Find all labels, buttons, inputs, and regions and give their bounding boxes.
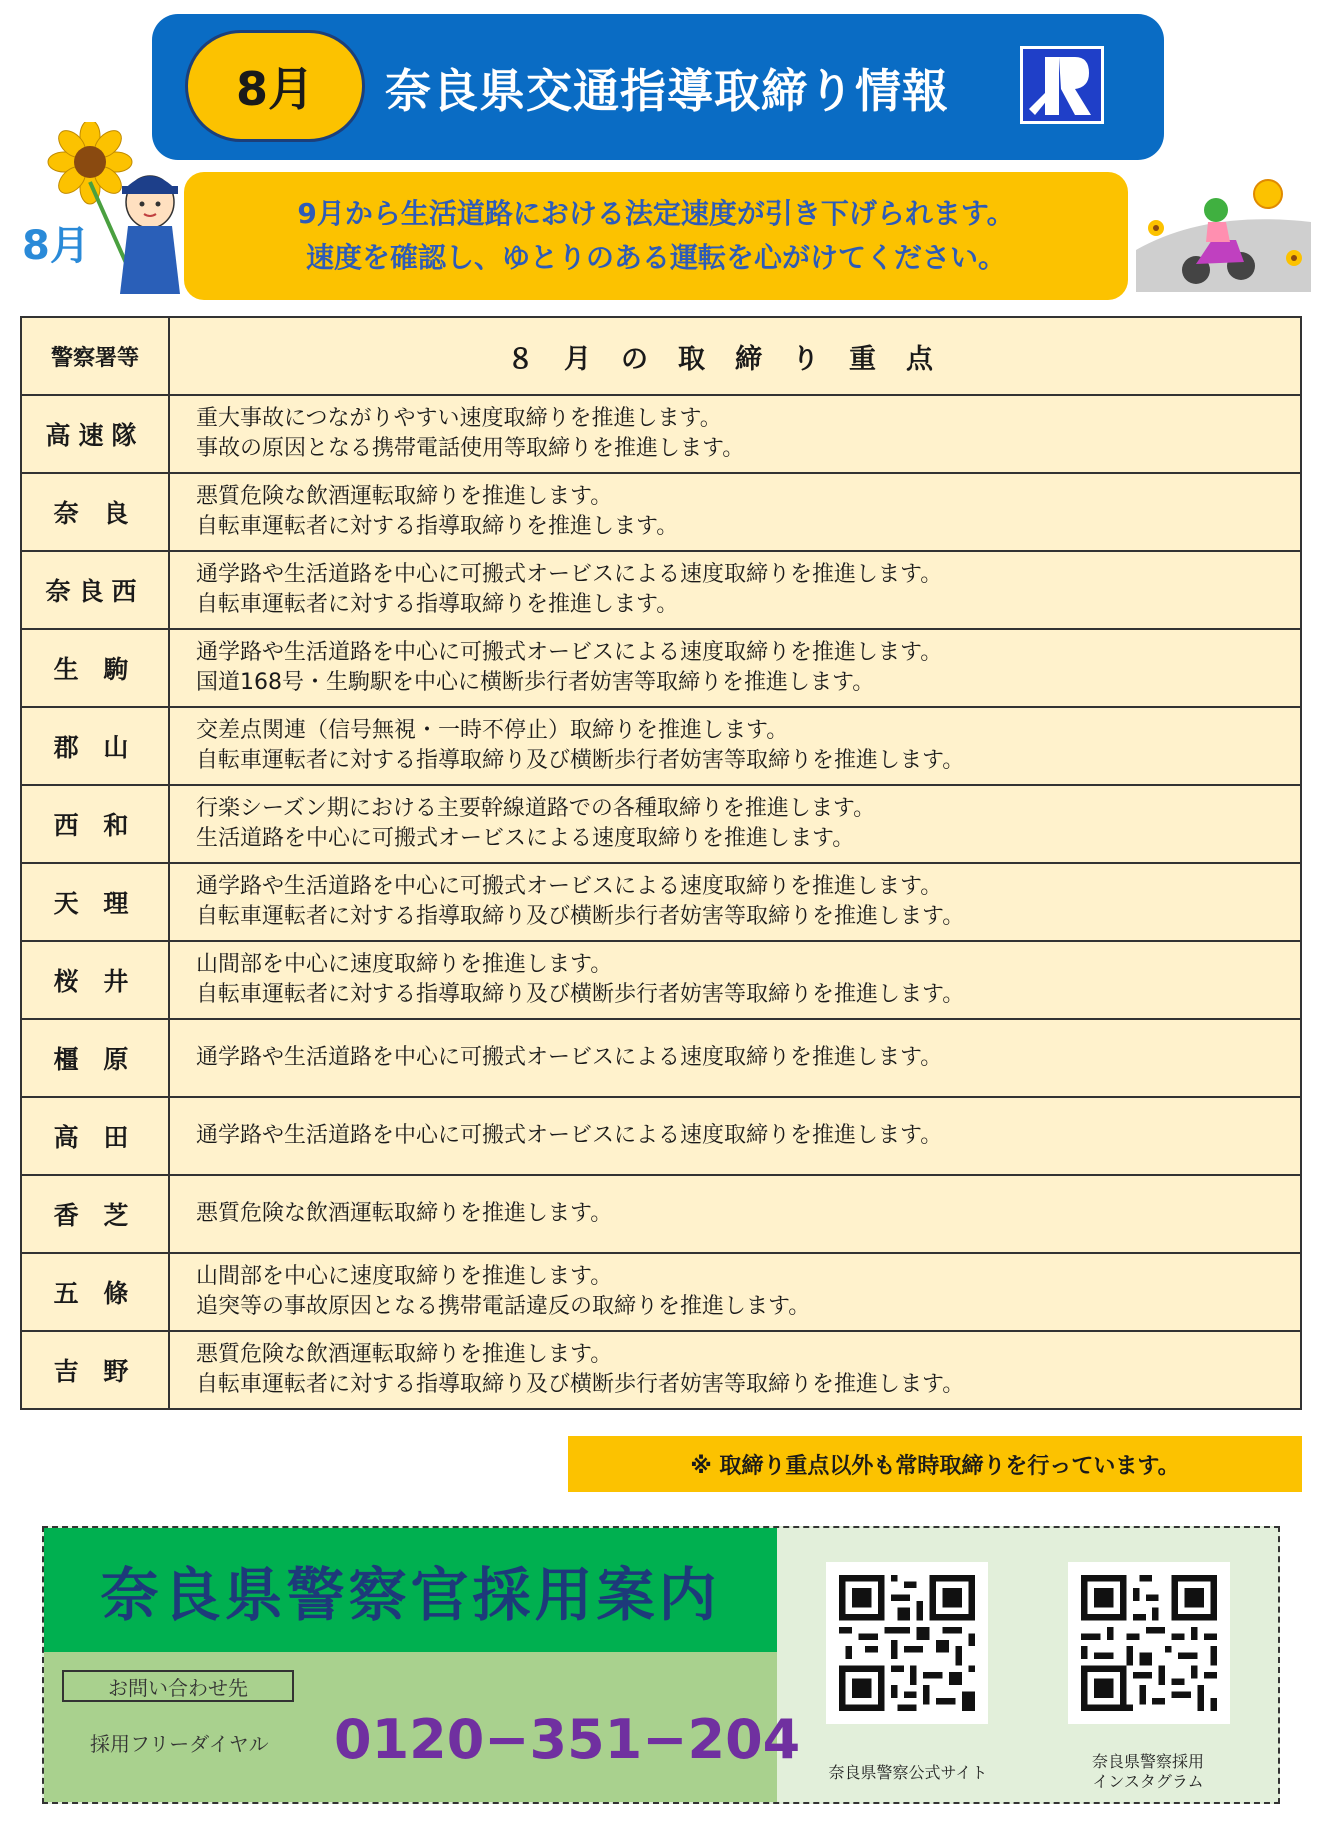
- station-name: 香 芝: [21, 1175, 169, 1253]
- focus-line: 通学路や生活道路を中心に可搬式オービスによる速度取締りを推進します。: [196, 1045, 943, 1070]
- nara-police-logo-icon: [1020, 46, 1104, 124]
- page-title: 奈良県交通指導取締り情報: [385, 64, 949, 118]
- table-row: [21, 395, 1301, 473]
- station-name: 西 和: [21, 785, 169, 863]
- focus-line: 自転車運転者に対する指導取締り及び横断歩行者妨害等取締りを推進します。: [196, 1372, 965, 1397]
- instagram-qr-code-icon[interactable]: [1068, 1562, 1230, 1724]
- station-name: 天 理: [21, 863, 169, 941]
- station-name: 桜 井: [21, 941, 169, 1019]
- station-name: 五 條: [21, 1253, 169, 1331]
- motorcycle-rider-illustration-icon: [1136, 170, 1311, 292]
- focus-line: 行楽シーズン期における主要幹線道路での各種取締りを推進します。: [196, 796, 876, 821]
- focus-line: 通学路や生活道路を中心に可搬式オービスによる速度取締りを推進します。: [196, 874, 943, 899]
- table-row: [21, 1097, 1301, 1175]
- recruitment-title: 奈良県警察官採用案内: [44, 1528, 777, 1652]
- station-name: 奈良西: [21, 551, 169, 629]
- station-name: 郡 山: [21, 707, 169, 785]
- official-site-qr-code-icon[interactable]: [826, 1562, 988, 1724]
- focus-line: 事故の原因となる携帯電話使用等取締りを推進します。: [196, 436, 745, 461]
- focus-line: 山間部を中心に速度取締りを推進します。: [196, 952, 613, 977]
- table-row: [21, 1331, 1301, 1409]
- focus-line: 自転車運転者に対する指導取締りを推進します。: [196, 592, 679, 617]
- notice-banner: [184, 172, 1128, 300]
- table-row: [21, 863, 1301, 941]
- focus-line: 自転車運転者に対する指導取締り及び横断歩行者妨害等取締りを推進します。: [196, 904, 965, 929]
- focus-line: 国道168号・生駒駅を中心に横断歩行者妨害等取締りを推進します。: [196, 670, 875, 695]
- focus-line: 通学路や生活道路を中心に可搬式オービスによる速度取締りを推進します。: [196, 640, 943, 665]
- table-row: [21, 1253, 1301, 1331]
- station-name: 吉 野: [21, 1331, 169, 1409]
- table-row: [21, 473, 1301, 551]
- station-name: 奈 良: [21, 473, 169, 551]
- focus-cell: [169, 1253, 1301, 1331]
- focus-cell: [169, 1175, 1301, 1253]
- table-row: [21, 1019, 1301, 1097]
- station-name: 橿 原: [21, 1019, 169, 1097]
- instagram-label-line-2: インスタグラム: [1092, 1772, 1204, 1791]
- focus-cell: [169, 629, 1301, 707]
- focus-cell: [169, 941, 1301, 1019]
- focus-line: 重大事故につながりやすい速度取締りを推進します。: [196, 406, 722, 431]
- focus-cell: [169, 395, 1301, 473]
- focus-line: 自転車運転者に対する指導取締り及び横断歩行者妨害等取締りを推進します。: [196, 748, 965, 773]
- focus-cell: [169, 863, 1301, 941]
- notice-line-1: 9月から生活道路における法定速度が引き下げられます。: [297, 197, 1015, 230]
- officer-sunflower-illustration-icon: [10, 122, 180, 302]
- focus-cell: [169, 1331, 1301, 1409]
- enforcement-table: [20, 316, 1302, 1410]
- focus-cell: [169, 1097, 1301, 1175]
- table-row: [21, 941, 1301, 1019]
- month-badge-illustration: 8月: [22, 223, 90, 269]
- focus-line: 生活道路を中心に可搬式オービスによる速度取締りを推進します。: [196, 826, 855, 851]
- footnote-banner: ※ 取締り重点以外も常時取締りを行っています。: [568, 1436, 1302, 1492]
- focus-line: 悪質危険な飲酒運転取締りを推進します。: [196, 1342, 613, 1367]
- station-name: 高 田: [21, 1097, 169, 1175]
- station-name: 生 駒: [21, 629, 169, 707]
- notice-line-2: 速度を確認し、ゆとりのある運転を心がけてください。: [305, 241, 1006, 274]
- column-header-station: 警察署等: [21, 317, 169, 395]
- focus-line: 交差点関連（信号無視・一時不停止）取締りを推進します。: [196, 718, 789, 743]
- focus-line: 通学路や生活道路を中心に可搬式オービスによる速度取締りを推進します。: [196, 562, 943, 587]
- focus-cell: [169, 1019, 1301, 1097]
- table-row: [21, 707, 1301, 785]
- contact-label: お問い合わせ先: [62, 1670, 294, 1702]
- column-header-focus: ８月の取締り重点: [169, 317, 1301, 395]
- table-row: [21, 629, 1301, 707]
- instagram-label: [1048, 1752, 1248, 1792]
- focus-line: 悪質危険な飲酒運転取締りを推進します。: [196, 1201, 613, 1226]
- focus-cell: [169, 785, 1301, 863]
- focus-line: 山間部を中心に速度取締りを推進します。: [196, 1264, 613, 1289]
- official-site-label: 奈良県警察公式サイト: [828, 1763, 988, 1782]
- phone-number[interactable]: 0120−351−204: [334, 1708, 801, 1771]
- free-dial-label: 採用フリーダイヤル: [90, 1732, 269, 1756]
- focus-line: 自転車運転者に対する指導取締りを推進します。: [196, 514, 679, 539]
- table-row: [21, 1175, 1301, 1253]
- focus-cell: [169, 551, 1301, 629]
- focus-line: 悪質危険な飲酒運転取締りを推進します。: [196, 484, 613, 509]
- month-badge: 8月: [185, 30, 365, 142]
- table-row: [21, 785, 1301, 863]
- focus-cell: [169, 707, 1301, 785]
- instagram-label-line-1: 奈良県警察採用: [1091, 1752, 1204, 1771]
- focus-line: 通学路や生活道路を中心に可搬式オービスによる速度取締りを推進します。: [196, 1123, 943, 1148]
- table-header-row: [21, 317, 1301, 395]
- station-name: 高速隊: [21, 395, 169, 473]
- table-row: [21, 551, 1301, 629]
- focus-line: 自転車運転者に対する指導取締り及び横断歩行者妨害等取締りを推進します。: [196, 982, 965, 1007]
- focus-line: 追突等の事故原因となる携帯電話違反の取締りを推進します。: [196, 1294, 811, 1319]
- focus-cell: [169, 473, 1301, 551]
